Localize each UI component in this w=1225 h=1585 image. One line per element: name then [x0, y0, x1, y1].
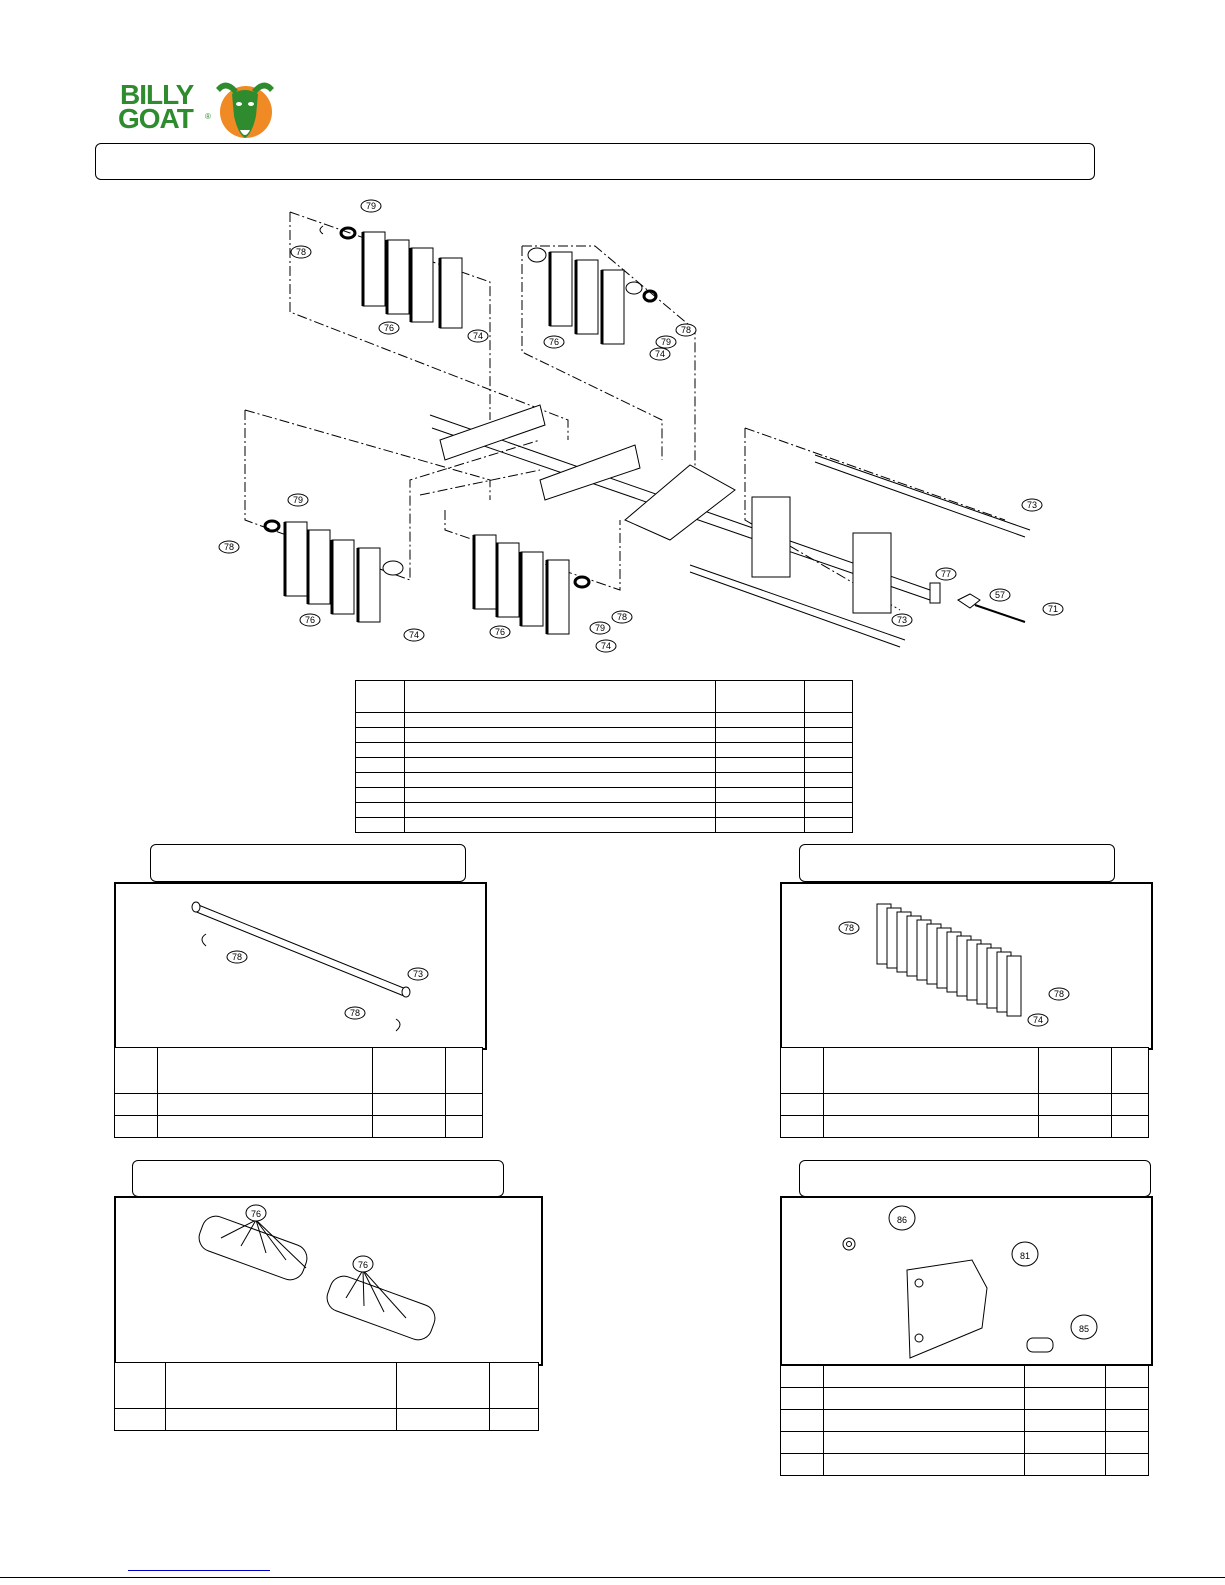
- callout-57: 57: [994, 590, 1006, 600]
- callout-78d: 78: [616, 612, 628, 622]
- spacer-kit-drawing: [116, 1198, 541, 1364]
- logo-line-1: BILLY: [120, 79, 194, 110]
- logo-line-2: GOAT: [118, 103, 193, 134]
- callout-77: 77: [940, 569, 952, 579]
- callout-76d: 76: [494, 627, 506, 637]
- kit-c-callout-76a: 76: [250, 1209, 262, 1219]
- callout-76a: 76: [383, 323, 395, 333]
- callout-74c: 74: [408, 630, 420, 640]
- shaft-kit-drawing: [116, 884, 485, 1048]
- callout-76c: 76: [304, 615, 316, 625]
- callout-78b: 78: [680, 325, 692, 335]
- kit-d-callout-85: 85: [1078, 1324, 1090, 1334]
- exploded-parts-diagram: [0, 0, 1225, 680]
- kit-b-callout-74: 74: [1032, 1015, 1044, 1025]
- kit-d-callout-81: 81: [1019, 1251, 1031, 1261]
- callout-74a: 74: [472, 331, 484, 341]
- footer-link[interactable]: [128, 1570, 270, 1571]
- kit-b-title-bar: [799, 844, 1115, 882]
- plate-kit-drawing: [782, 1198, 1151, 1364]
- kit-a-parts-table: [114, 1047, 483, 1138]
- kit-d-drawing-panel: [780, 1196, 1153, 1366]
- kit-b-parts-table: [780, 1047, 1149, 1138]
- callout-76b: 76: [548, 337, 560, 347]
- callout-73a: 73: [1026, 500, 1038, 510]
- kit-d-title-bar: [799, 1160, 1151, 1197]
- kit-c-parts-table: [114, 1362, 539, 1431]
- main-parts-table: [355, 680, 853, 833]
- kit-a-callout-78b: 78: [349, 1008, 361, 1018]
- kit-c-title-bar: [132, 1160, 504, 1197]
- blade-kit-drawing: [782, 884, 1151, 1048]
- kit-a-drawing-panel: [114, 882, 487, 1050]
- footer-divider: [0, 1577, 1225, 1578]
- callout-79a: 79: [365, 201, 377, 211]
- callout-71: 71: [1047, 604, 1059, 614]
- registered-mark: ®: [205, 112, 211, 121]
- kit-b-drawing-panel: [780, 882, 1153, 1050]
- kit-d-parts-table: [780, 1365, 1149, 1476]
- callout-79b: 79: [660, 337, 672, 347]
- callout-78c: 78: [223, 542, 235, 552]
- kit-d-callout-86: 86: [896, 1215, 908, 1225]
- kit-a-callout-78a: 78: [231, 952, 243, 962]
- callout-78a: 78: [295, 247, 307, 257]
- callout-74b: 74: [654, 349, 666, 359]
- kit-a-callout-73: 73: [412, 969, 424, 979]
- kit-c-drawing-panel: [114, 1196, 543, 1366]
- kit-b-callout-78a: 78: [843, 923, 855, 933]
- kit-a-title-bar: [150, 844, 466, 882]
- callout-79d: 79: [594, 623, 606, 633]
- kit-c-callout-76b: 76: [357, 1260, 369, 1270]
- kit-b-callout-78b: 78: [1053, 989, 1065, 999]
- callout-74d: 74: [600, 641, 612, 651]
- callout-73b: 73: [896, 615, 908, 625]
- callout-79c: 79: [292, 495, 304, 505]
